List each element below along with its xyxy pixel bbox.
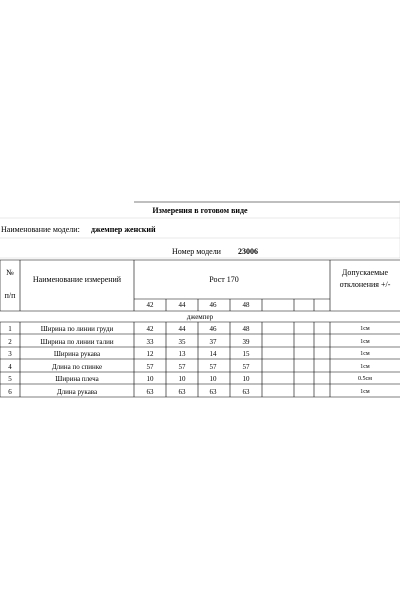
row-3-value-46: 14 xyxy=(209,350,217,358)
row-3-tolerance: 1см xyxy=(360,351,370,357)
row-6-name: Длина рукава xyxy=(56,388,98,396)
row-1-value-44: 44 xyxy=(178,325,186,333)
row-3-number: 3 xyxy=(8,350,12,358)
row-6-value-48: 63 xyxy=(242,388,250,396)
header-tolerance-line2: отклонения +/- xyxy=(339,280,391,289)
row-4-value-46: 57 xyxy=(209,363,217,371)
row-1-value-48: 48 xyxy=(242,325,250,333)
row-6-value-46: 63 xyxy=(209,388,217,396)
header-num-bottom: п/п xyxy=(4,291,16,300)
row-1-name: Ширина по линии груди xyxy=(40,325,114,333)
table-title: Измерения в готовом виде xyxy=(152,206,248,215)
row-5-value-48: 10 xyxy=(242,375,250,383)
row-6-number: 6 xyxy=(8,388,12,396)
row-2-value-42: 33 xyxy=(146,338,154,346)
row-3-value-48: 15 xyxy=(242,350,250,358)
row-2-tolerance: 1см xyxy=(360,339,370,345)
row-6-tolerance: 1см xyxy=(360,389,370,395)
model-name-value: джемпер женский xyxy=(91,225,156,234)
row-6-value-44: 63 xyxy=(178,388,186,396)
section-label: джемпер xyxy=(186,313,214,321)
row-2-number: 2 xyxy=(8,338,12,346)
size-label-2: 46 xyxy=(209,301,217,309)
row-3-value-42: 12 xyxy=(146,350,154,358)
header-tolerance-line1: Допускаемые xyxy=(341,268,389,277)
row-6-value-42: 63 xyxy=(146,388,154,396)
row-4-number: 4 xyxy=(8,363,12,371)
row-2-value-48: 39 xyxy=(242,338,250,346)
row-5-value-44: 10 xyxy=(178,375,186,383)
header-measure: Наименование измерений xyxy=(32,275,122,284)
model-number-label: Номер модели xyxy=(172,247,221,256)
row-1-value-42: 42 xyxy=(146,325,154,333)
model-name-label: Наименование модели: xyxy=(1,225,80,234)
header-height: Рост 170 xyxy=(209,275,239,284)
row-1-tolerance: 1см xyxy=(360,326,370,332)
row-3-name: Ширина рукава xyxy=(53,350,101,358)
row-4-value-42: 57 xyxy=(146,363,154,371)
row-5-value-46: 10 xyxy=(209,375,217,383)
row-5-value-42: 10 xyxy=(146,375,154,383)
row-4-tolerance: 1см xyxy=(360,364,370,370)
row-5-name: Ширина плеча xyxy=(55,375,99,383)
row-1-number: 1 xyxy=(8,325,12,333)
row-2-name: Ширина по линии талии xyxy=(40,338,114,346)
row-5-number: 5 xyxy=(8,375,12,383)
row-4-value-44: 57 xyxy=(178,363,186,371)
header-num-top: № xyxy=(6,268,14,277)
model-number-value: 23006 xyxy=(238,247,258,256)
row-4-value-48: 57 xyxy=(242,363,250,371)
size-label-1: 44 xyxy=(178,301,186,309)
row-3-value-44: 13 xyxy=(178,350,186,358)
row-4-name: Длина по спинке xyxy=(51,363,103,371)
row-1-value-46: 46 xyxy=(209,325,217,333)
size-label-0: 42 xyxy=(146,301,154,309)
row-5-tolerance: 0.5см xyxy=(358,376,372,382)
row-2-value-44: 35 xyxy=(178,338,186,346)
row-2-value-46: 37 xyxy=(209,338,217,346)
size-label-3: 48 xyxy=(242,301,250,309)
